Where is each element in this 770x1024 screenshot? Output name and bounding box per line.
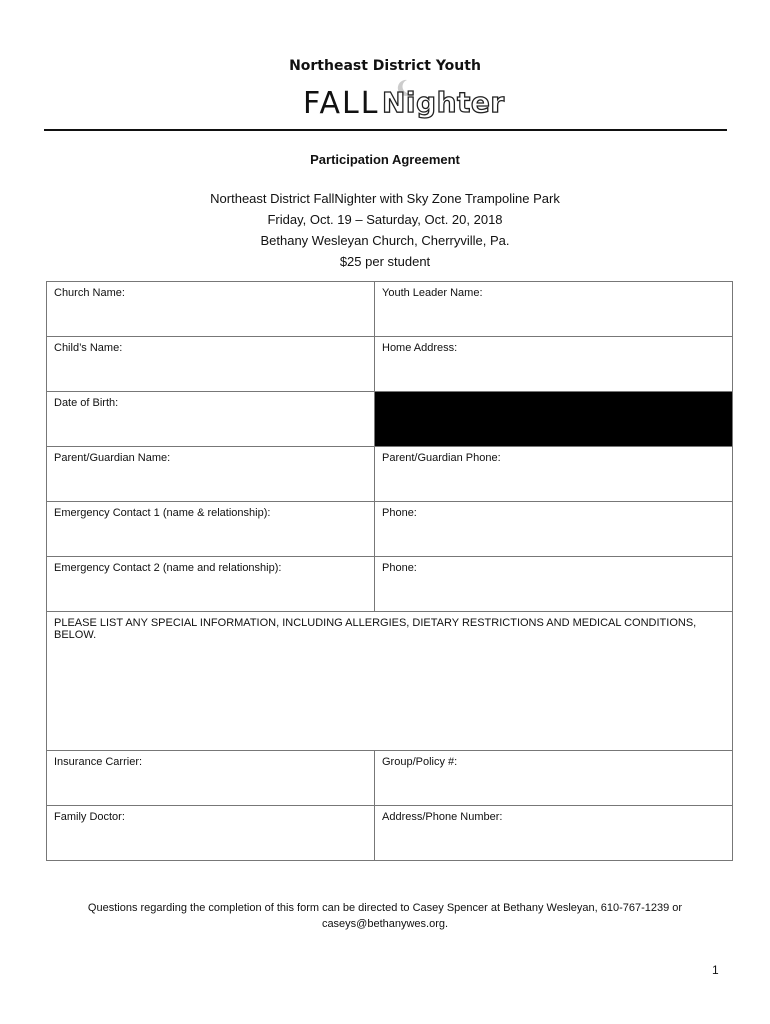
emergency-contact-1-phone-field[interactable]: Phone:: [375, 502, 733, 557]
group-policy-field[interactable]: Group/Policy #:: [375, 751, 733, 806]
event-price: $25 per student: [339, 254, 431, 269]
emergency-contact-1-field[interactable]: Emergency Contact 1 (name & relationship):: [47, 502, 375, 557]
address-phone-field[interactable]: Address/Phone Number:: [375, 806, 733, 861]
logo-nighter-text: Nighter: [382, 86, 505, 119]
table-row: [47, 751, 733, 806]
special-info-field[interactable]: PLEASE LIST ANY SPECIAL INFORMATION, INCLUDING ALLERGIES, DIETARY RESTRICTIONS AND MEDICAL CONDITIONS, BELOW.: [47, 612, 733, 751]
event-dates: Friday, Oct. 19 – Saturday, Oct. 20, 2018: [267, 212, 503, 227]
church-name-field[interactable]: Church Name:: [47, 282, 375, 337]
participation-form: [46, 281, 733, 861]
event-name: Northeast District FallNighter with Sky Zone Trampoline Park: [210, 191, 560, 206]
table-row: [47, 806, 733, 861]
home-address-field[interactable]: Home Address:: [375, 337, 733, 392]
fallnighter-logo: [0, 76, 770, 126]
logo-fall-text: FALL: [303, 86, 380, 121]
table-row: [47, 447, 733, 502]
table-row: [47, 557, 733, 612]
contact-note-line2: caseys@bethanywes.org.: [321, 918, 449, 930]
date-of-birth-field[interactable]: Date of Birth:: [47, 392, 375, 447]
redacted-block: [375, 392, 733, 447]
insurance-carrier-field[interactable]: Insurance Carrier:: [47, 751, 375, 806]
header-divider: [44, 129, 727, 131]
family-doctor-field[interactable]: Family Doctor:: [47, 806, 375, 861]
parent-name-field[interactable]: Parent/Guardian Name:: [47, 447, 375, 502]
event-location: Bethany Wesleyan Church, Cherryville, Pa.: [260, 233, 510, 248]
table-row: [47, 612, 733, 751]
table-row: [47, 502, 733, 557]
page-number: 1: [712, 963, 719, 977]
table-row: [47, 392, 733, 447]
emergency-contact-2-phone-field[interactable]: Phone:: [375, 557, 733, 612]
childs-name-field[interactable]: Child’s Name:: [47, 337, 375, 392]
emergency-contact-2-field[interactable]: Emergency Contact 2 (name and relationship):: [47, 557, 375, 612]
event-info: [0, 188, 770, 272]
org-title: Northeast District Youth: [289, 58, 481, 74]
page-title: Participation Agreement: [310, 152, 460, 167]
table-row: [47, 282, 733, 337]
parent-phone-field[interactable]: Parent/Guardian Phone:: [375, 447, 733, 502]
contact-note-line1: Questions regarding the completion of this form can be directed to Casey Spencer at Bethany Wesleyan, 610-767-1239 or: [87, 902, 683, 914]
contact-note: [40, 900, 730, 932]
table-row: [47, 337, 733, 392]
youth-leader-name-field[interactable]: Youth Leader Name:: [375, 282, 733, 337]
